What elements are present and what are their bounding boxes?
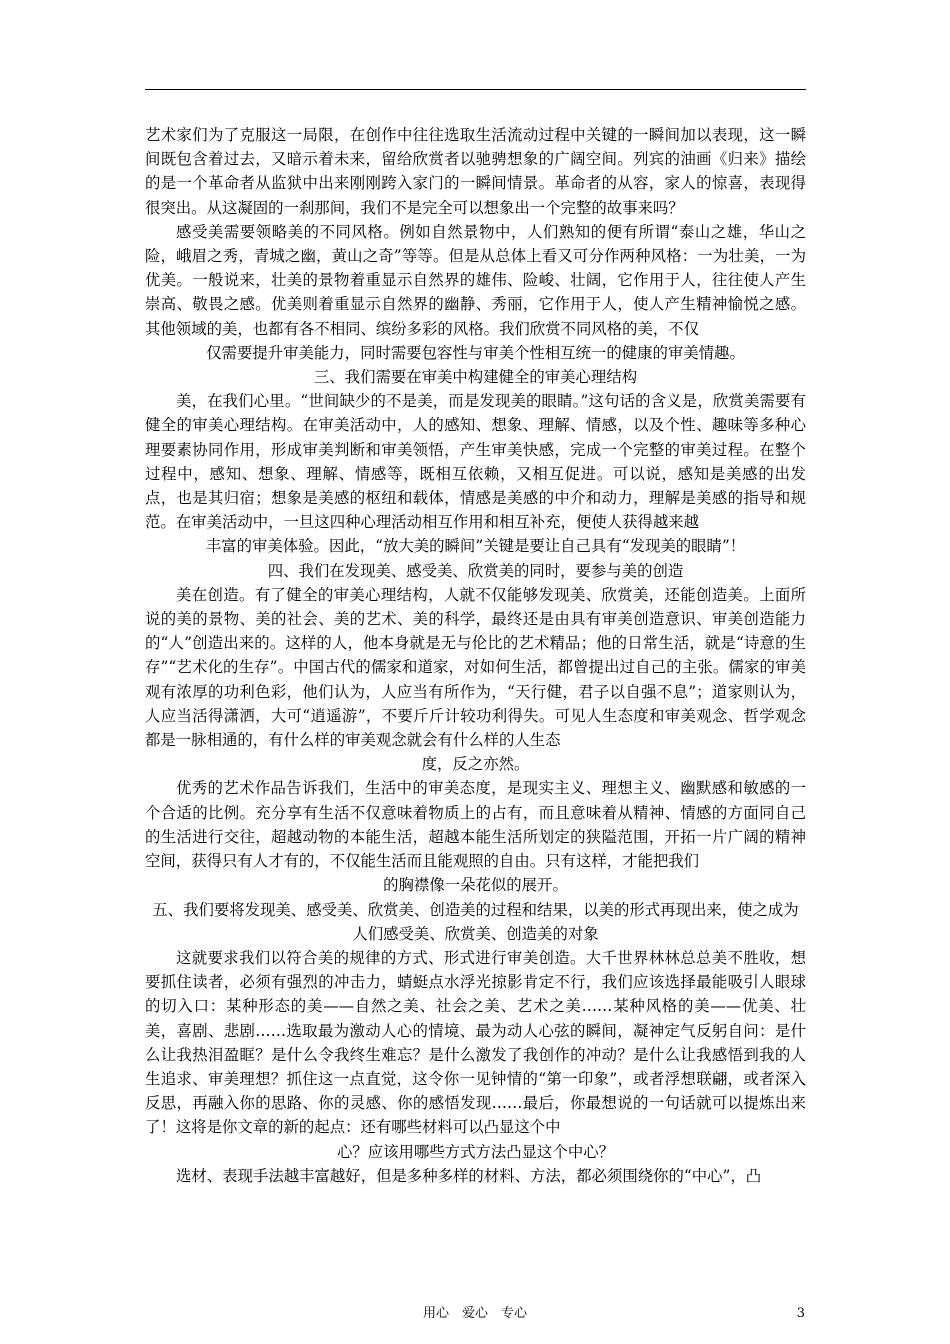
paragraph: 选材、表现手法越丰富越好，但是多种多样的材料、方法，都必须围绕你的“中心”，凸 bbox=[176, 1166, 762, 1185]
document-body bbox=[145, 123, 806, 1188]
section-heading: 三、我们需要在审美中构建健全的审美心理结构 bbox=[313, 368, 638, 387]
paragraph: 艺术家们为了克服这一局限，在创作中往往选取生活流动过程中关键的一瞬间加以表现，这一瞬间既包含着过去，又暗示着未来，留给欣赏者以驰骋想象的广阔空间。列宾的油画《归来》描绘的是一个革命者从监狱中出来刚刚跨入家门的一瞬间情景。革命者的从容，家人的惊喜，表现得很突出。从这凝固的一刹那间，我们不是完全可以想象出一个完整的故事来吗？ bbox=[145, 126, 806, 217]
footer-slogan: 用心 爱心 专心 bbox=[422, 1306, 527, 1321]
paragraph: 这就要求我们以符合美的规律的方式、形式进行审美创造。大千世界林林总总美不胜收，想要抓住读者，必须有强烈的冲击力，蜻蜓点水浮光掠影肯定不行，我们应该选择最能吸引人眼球的切入口：某种形态的美——自然之美、社会之美、艺术之美……某种风格的美——优美、壮美，喜剧、悲剧……选取最为激动人心的情境、最为动人心弦的瞬间，凝神定气反躬自问：是什么让我热泪盈眶？是什么令我终生难忘？是什么激发了我创作的冲动？是什么让我感悟到我的人生追求、审美理想？抓住这一点直觉，这令你一见钟情的“第一印象”，或者浮想联翩，或者深入反思，再融入你的思路、你的灵感、你的感悟发现……最后，你最想说的一句话就可以提炼出来了！这将是你文章的新的起点：还有哪些材料可以凸显这个中 bbox=[145, 948, 806, 1137]
paragraph: 优秀的艺术作品告诉我们，生活中的审美态度，是现实主义、理想主义、幽默感和敏感的一个合适的比例。充分享有生活不仅意味着物质上的占有，而且意味着从精神、情感的方面同自己的生活进行交往，超越动物的本能生活，超越本能生活所划定的狭隘范围，开拓一片广阔的精神空间，获得只有人才有的，不仅能生活而且能观照的自由。只有这样，才能把我们 bbox=[145, 779, 806, 871]
paragraph: 美，在我们心里。“世间缺少的不是美，而是发现美的眼睛。”这句话的含义是，欣赏美需要有健全的审美心理结构。在审美活动中，人的感知、想象、理解、情感，以及个性、趣味等多种心理要素协同作用，形成审美判断和审美领悟，产生审美快感，完成一个完整的审美过程。在整个过程中，感知、想象、理解、情感等，既相互依赖，又相互促进。可以说，感知是美感的出发点，也是其归宿；想象是美感的枢纽和载体，情感是美感的中介和动力，理解是美感的指导和规范。在审美活动中，一旦这四种心理活动相互作用和相互补充，便使人获得越来越 bbox=[145, 392, 806, 532]
paragraph-last-line: 心？应该用哪些方式方法凸显这个中心？ bbox=[336, 1142, 615, 1161]
paragraph-last-line: 的胸襟像一朵花似的展开。 bbox=[383, 876, 568, 895]
header-rule bbox=[145, 89, 806, 90]
page-number: 3 bbox=[796, 1306, 805, 1321]
section-heading: 五、我们要将发现美、感受美、欣赏美、创造美的过程和结果，以美的形式再现出来，使之成为人们感受美、欣赏美、创造美的对象 bbox=[152, 900, 799, 943]
section-heading: 四、我们在发现美、感受美、欣赏美的同时，要参与美的创造 bbox=[267, 561, 684, 580]
paragraph: 美在创造。有了健全的审美心理结构，人就不仅能够发现美、欣赏美，还能创造美。上面所说的美的景物、美的社会、美的艺术、美的科学，最终还是由具有审美创造意识、审美创造能力的“人”创造出来的。这样的人，他本身就是无与伦比的艺术精品；他的日常生活，就是“诗意的生存”“艺术化的生存”。中国古代的儒家和道家，对如何生活，都曾提出过自己的主张。儒家的审美观有浓厚的功利色彩，他们认为，人应当有所作为，“天行健，君子以自强不息”；道家则认为，人应当活得潇洒，大可“逍遥游”，不要斤斤计较功利得失。可见人生态度和审美观念、哲学观念都是一脉相通的，有什么样的审美观念就会有什么样的人生态 bbox=[145, 585, 806, 750]
paragraph-last-line: 丰富的审美体验。因此，“放大美的瞬间”关键是要让自己具有“发现美的眼睛”！ bbox=[205, 537, 746, 556]
paragraph: 感受美需要领略美的不同风格。例如自然景物中，人们熟知的便有所谓“泰山之雄，华山之险，峨眉之秀，青城之幽，黄山之奇”等等。但是从总体上看又可分作两种风格：一为壮美，一为优美。一般说来，壮美的景物着重显示自然界的雄伟、险峻、壮阔，它作用于人，往往使人产生崇高、敬畏之感。优美则着重显示自然界的幽静、秀丽，它作用于人，使人产生精神愉悦之感。其他领域的美，也都有各不相同、缤纷多彩的风格。我们欣赏不同风格的美，不仅 bbox=[145, 222, 806, 338]
paragraph-last-line: 仅需要提升审美能力，同时需要包容性与审美个性相互统一的健康的审美情趣。 bbox=[206, 343, 745, 362]
paragraph-last-line: 度，反之亦然。 bbox=[421, 755, 530, 774]
